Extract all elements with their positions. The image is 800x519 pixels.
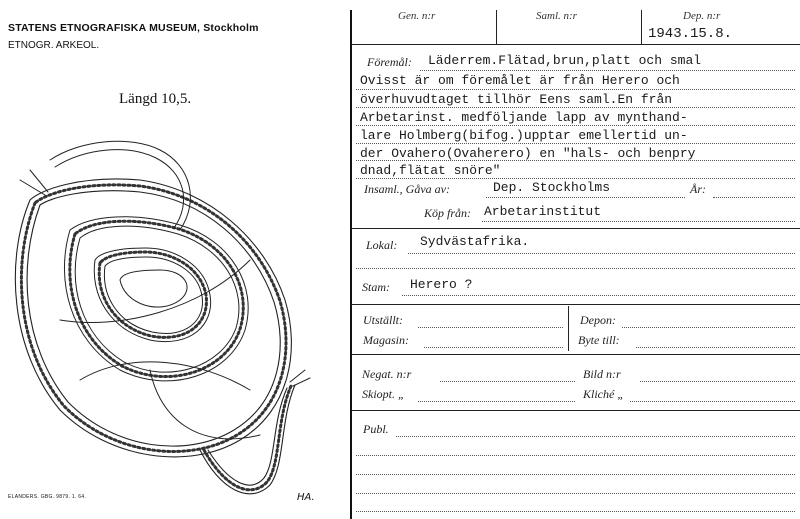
foremal-line-5: lare Holmberg(bifog.)upptar emellertid un- <box>360 128 688 143</box>
lokal-label: Lokal: <box>366 238 398 252</box>
magasin-dotline <box>424 347 563 348</box>
header-rule <box>351 44 800 45</box>
rule-after-stam <box>351 304 800 305</box>
gen-nr-label: Gen. n:r <box>398 10 436 22</box>
lokal-dotline <box>408 253 795 254</box>
foremal-dotline-4 <box>356 125 795 126</box>
printer-imprint: ELANDERS. GBG. 9879. 1. 64. <box>8 494 87 500</box>
publ-dotline-1 <box>396 436 795 437</box>
magasin-label: Magasin: <box>363 333 409 347</box>
publ-dotline-3 <box>356 474 795 475</box>
kop-dotline <box>482 221 795 222</box>
ar-label: År: <box>690 182 706 196</box>
foremal-line-1: Läderrem.Flätad,brun,platt och smal <box>428 53 702 68</box>
negat-label: Negat. n:r <box>362 367 412 381</box>
ar-dotline <box>713 197 795 198</box>
foremal-dotline-7 <box>356 178 795 179</box>
depon-label: Depon: <box>580 313 616 327</box>
dep-nr-value: 1943.15.8. <box>648 26 733 42</box>
stam-dotline <box>402 295 795 296</box>
publ-dotline-4 <box>356 493 795 494</box>
foremal-label: Föremål: <box>367 55 412 69</box>
initials: HA. <box>297 492 315 503</box>
publ-dotline-5 <box>356 511 795 512</box>
lokal-dotline-2 <box>356 268 795 269</box>
bild-label: Bild n:r <box>583 367 621 381</box>
museum-header: STATENS ETNOGRAFISKA MUSEUM, Stockholm <box>8 22 259 34</box>
foremal-dotline-3 <box>356 107 795 108</box>
kliche-dotline <box>630 401 795 402</box>
stam-label: Stam: <box>362 280 390 294</box>
publ-dotline-2 <box>356 455 795 456</box>
braided-strap-drawing <box>0 120 345 515</box>
foremal-dotline-2 <box>356 89 795 90</box>
insaml-value: Dep. Stockholms <box>493 180 611 195</box>
utstallt-label: Utställt: <box>363 313 404 327</box>
foremal-line-4: Arbetarinst. medföljande lapp av mynthand- <box>360 110 688 125</box>
length-note: Längd 10,5. <box>119 91 192 107</box>
card-left-margin-line <box>350 10 352 519</box>
foremal-line-2: Ovisst är om föremålet är från Herero och <box>360 73 680 88</box>
stam-value: Herero ? <box>410 277 473 292</box>
rule-after-media <box>351 410 800 411</box>
foremal-dotline-6 <box>356 160 795 161</box>
kliche-label: Kliché „ <box>583 387 624 401</box>
kop-value: Arbetarinstitut <box>484 204 602 219</box>
rule-after-kop <box>351 228 800 229</box>
publ-label: Publ. <box>363 422 389 436</box>
bild-dotline <box>640 381 795 382</box>
rule-after-storage <box>351 354 800 355</box>
depon-dotline <box>622 327 795 328</box>
skiopt-dotline <box>418 401 575 402</box>
utstallt-dotline <box>418 327 563 328</box>
header-divider-2 <box>641 10 642 44</box>
dep-nr-label: Dep. n:r <box>683 10 721 22</box>
foremal-line-6: der Ovahero(Ovaherero) en "hals- och benpry <box>360 146 696 161</box>
saml-nr-label: Saml. n:r <box>536 10 577 22</box>
storage-divider <box>568 306 569 351</box>
department-label: ETNOGR. ARKEOL. <box>8 40 100 51</box>
insaml-dotline <box>486 197 685 198</box>
header-divider-1 <box>496 10 497 44</box>
foremal-line-3: överhuvudtaget tillhör Eens saml.En från <box>360 92 673 107</box>
byte-dotline <box>636 347 795 348</box>
byte-label: Byte till: <box>578 333 620 347</box>
kop-label: Köp från: <box>424 206 472 220</box>
skiopt-label: Skiopt. „ <box>362 387 405 401</box>
insaml-label: Insaml., Gåva av: <box>364 182 450 196</box>
foremal-line-7: dnad,flätat snöre" <box>360 163 501 178</box>
foremal-dotline-5 <box>356 143 795 144</box>
lokal-value: Sydvästafrika. <box>420 234 530 249</box>
foremal-dotline-1 <box>420 70 795 71</box>
negat-dotline <box>440 381 575 382</box>
